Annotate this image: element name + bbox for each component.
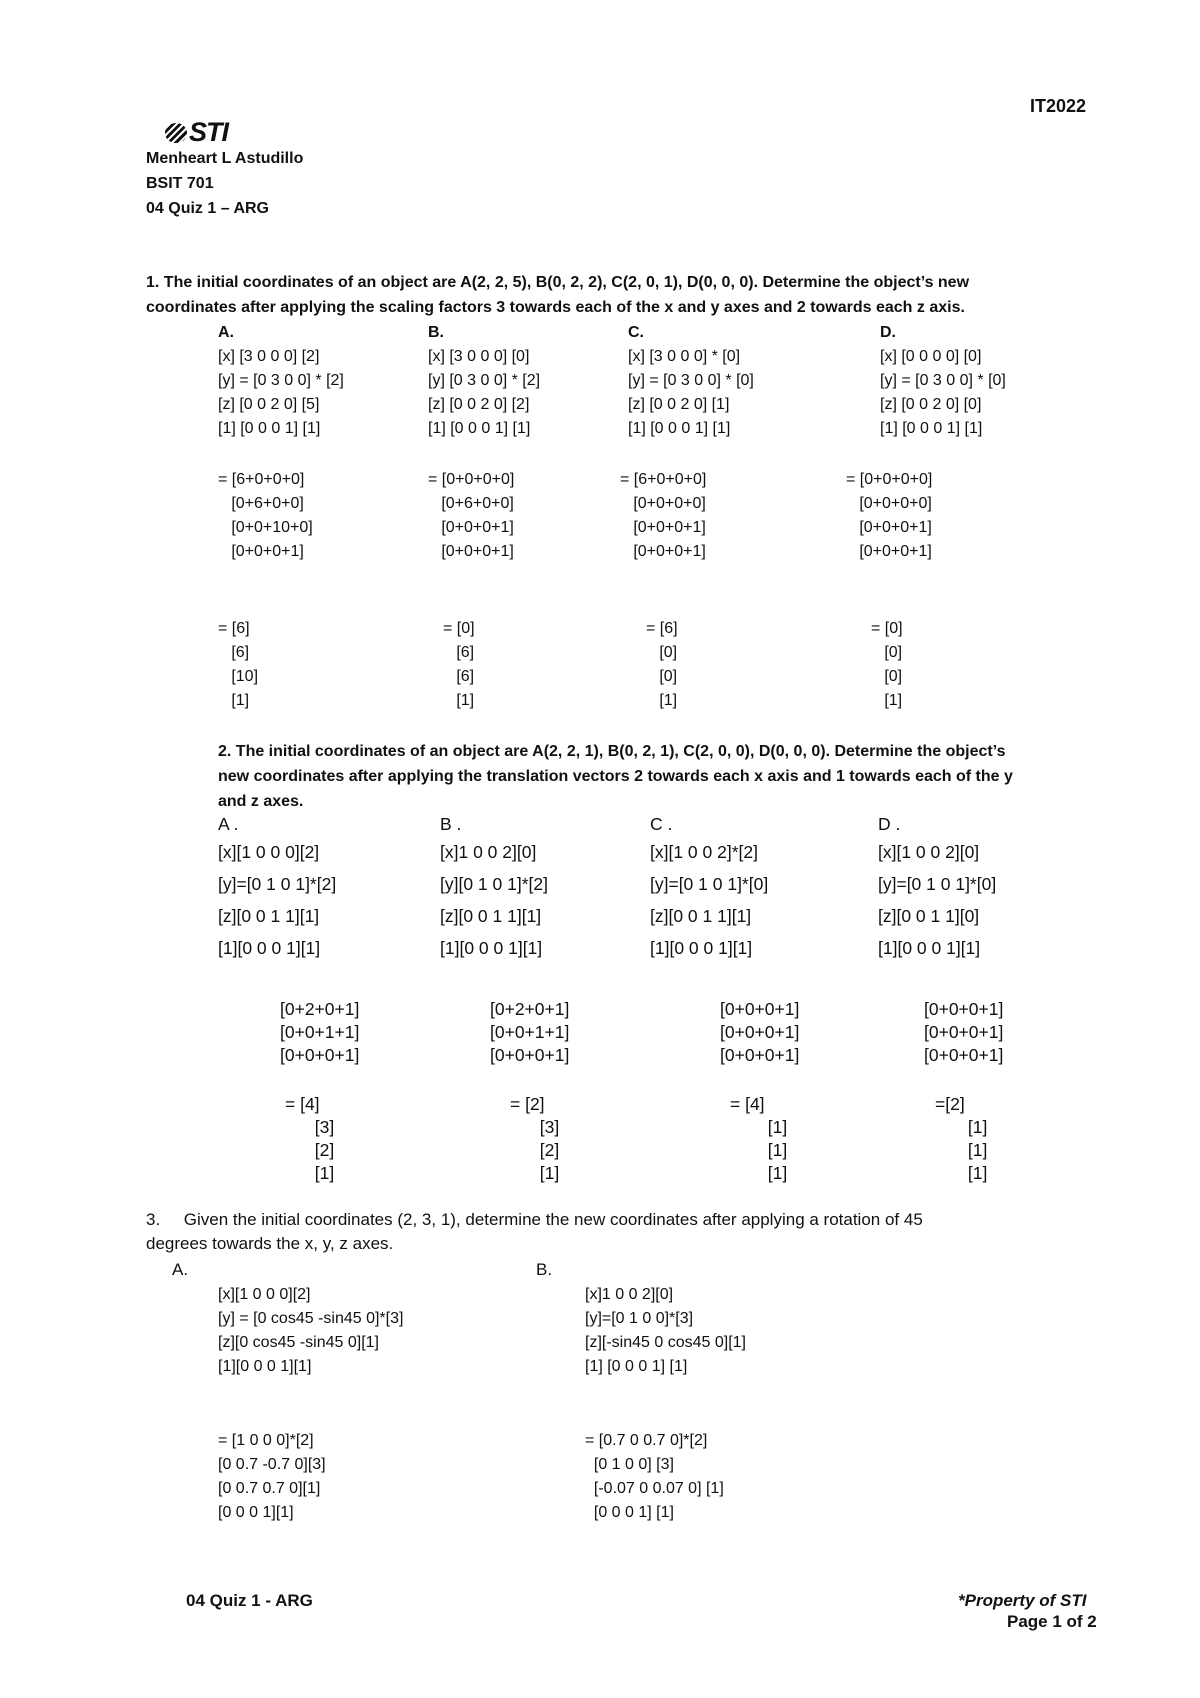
matrix-row: [x] [0 0 0 0] [0]	[880, 348, 982, 365]
q1-sum-c	[620, 468, 706, 564]
quiz-title: 04 Quiz 1 – ARG	[146, 200, 269, 217]
matrix-row: [z][0 cos45 -sin45 0][1]	[218, 1334, 379, 1351]
footer-quiz: 04 Quiz 1 - ARG	[186, 1591, 313, 1610]
q2-option-b	[440, 812, 548, 964]
sum-row: [0+0+0+1]	[620, 543, 706, 560]
q1-option-c	[628, 321, 754, 441]
result-row: [1]	[758, 1163, 788, 1183]
result-row: [0 0.7 0.7 0][1]	[218, 1480, 321, 1497]
matrix-row: [y]=[0 1 0 0]*[3]	[585, 1310, 694, 1327]
result-row: = [4]	[285, 1094, 320, 1114]
q1-text-line2: coordinates after applying the scaling factors 3 towards each of the x and y axes and 2 towards each z axis.	[146, 299, 965, 316]
matrix-row: [x]1 0 0 2][0]	[440, 842, 537, 862]
result-row: [10]	[218, 668, 259, 685]
footer-page: Page 1 of 2	[1007, 1612, 1097, 1631]
q1-option-d	[880, 321, 1006, 441]
sum-row: [0+0+1+1]	[280, 1022, 360, 1042]
sum-row: = [0+0+0+0]	[846, 471, 933, 488]
q2-text-line1: 2. The initial coordinates of an object are A(2, 2, 1), B(0, 2, 1), C(2, 0, 0), D(0, 0, 0). Determine the object’s	[218, 743, 1006, 760]
q2-sum-a	[280, 998, 359, 1067]
matrix-row: [x][1 0 0 0][2]	[218, 842, 320, 862]
q3-matrix-a	[218, 1283, 403, 1379]
q1-result-a	[218, 617, 258, 713]
option-label: C .	[650, 814, 673, 834]
q2-result-b	[510, 1093, 559, 1185]
result-row: = [2]	[510, 1094, 545, 1114]
sum-row: [0+0+0+1]	[846, 519, 932, 536]
result-row: [1]	[963, 1163, 988, 1183]
result-row: [1]	[305, 1163, 335, 1183]
matrix-row: [y] = [0 3 0 0] * [0]	[628, 372, 754, 389]
matrix-row: [1][0 0 0 1][1]	[878, 938, 981, 958]
option-label: A.	[218, 324, 234, 341]
q3-text-line2: degrees towards the x, y, z axes.	[146, 1234, 394, 1253]
result-row: [0]	[871, 644, 903, 661]
result-row: [1]	[530, 1163, 560, 1183]
result-row: [0]	[646, 644, 678, 661]
sum-row: [0+0+0+0]	[620, 495, 706, 512]
matrix-row: [y] [0 3 0 0] * [2]	[428, 372, 541, 389]
result-row: [6]	[443, 644, 475, 661]
q1-option-a	[218, 321, 344, 441]
matrix-row: [y] = [0 3 0 0] * [2]	[218, 372, 344, 389]
matrix-row: [y]=[0 1 0 1]*[2]	[218, 874, 337, 894]
result-row: [6]	[443, 668, 475, 685]
sum-row: [0+0+0+1]	[490, 1045, 570, 1065]
matrix-row: [y] = [0 3 0 0] * [0]	[880, 372, 1006, 389]
matrix-row: [z][0 0 1 1][1]	[650, 906, 752, 926]
matrix-row: [y]=[0 1 0 1]*[0]	[878, 874, 997, 894]
matrix-row: [x]1 0 0 2][0]	[585, 1286, 674, 1303]
option-label: B .	[440, 814, 462, 834]
sum-row: [0+0+0+1]	[846, 543, 932, 560]
sum-row: [0+0+0+1]	[720, 1045, 800, 1065]
sum-row: [0+0+0+1]	[924, 1045, 1004, 1065]
sum-row: [0+0+0+1]	[428, 519, 514, 536]
matrix-row: [z] [0 0 2 0] [1]	[628, 396, 730, 413]
matrix-row: [1] [0 0 0 1] [1]	[218, 420, 321, 437]
matrix-row: [z] [0 0 2 0] [2]	[428, 396, 530, 413]
result-row: [0 0 0 1][1]	[218, 1504, 294, 1521]
result-row: [0]	[646, 668, 678, 685]
result-row: = [6]	[646, 620, 678, 637]
matrix-row: [y]=[0 1 0 1]*[0]	[650, 874, 769, 894]
option-label: B.	[428, 324, 444, 341]
q2-sum-d	[924, 998, 1003, 1067]
q1-sum-b	[428, 468, 514, 564]
q2-result-c	[730, 1093, 787, 1185]
matrix-row: [x] [3 0 0 0] [2]	[218, 348, 320, 365]
result-row: = [6]	[218, 620, 250, 637]
matrix-row: [x] [3 0 0 0] * [0]	[628, 348, 741, 365]
matrix-row: [z][-sin45 0 cos45 0][1]	[585, 1334, 746, 1351]
sum-row: [0+0+0+1]	[218, 543, 304, 560]
matrix-row: [x][1 0 0 0][2]	[218, 1286, 311, 1303]
sum-row: [0+0+10+0]	[218, 519, 313, 536]
sum-row: = [6+0+0+0]	[620, 471, 707, 488]
sum-row: [0+0+0+1]	[280, 1045, 360, 1065]
result-row: [0]	[871, 668, 903, 685]
sum-row: [0+0+0+1]	[720, 1022, 800, 1042]
q2-text-line3: and z axes.	[218, 793, 304, 810]
result-row: = [0.7 0 0.7 0]*[2]	[585, 1432, 708, 1449]
matrix-row: [y][0 1 0 1]*[2]	[440, 874, 548, 894]
sum-row: [0+2+0+1]	[280, 999, 360, 1019]
result-row: =[2]	[935, 1094, 965, 1114]
sum-row: [0+0+0+1]	[924, 999, 1004, 1019]
q2-result-d	[935, 1093, 987, 1185]
q2-text-line2: new coordinates after applying the translation vectors 2 towards each x axis and 1 towards each of the y	[218, 768, 1013, 785]
matrix-row: [1][0 0 0 1][1]	[218, 1358, 312, 1375]
course-code: IT2022	[1030, 96, 1087, 116]
result-row: [0 0.7 -0.7 0][3]	[218, 1456, 326, 1473]
matrix-row: [x][1 0 0 2][0]	[878, 842, 980, 862]
result-row: = [0]	[871, 620, 903, 637]
result-row: [3]	[305, 1117, 335, 1137]
option-label: A .	[218, 814, 239, 834]
q1-sum-d	[846, 468, 932, 564]
q1-result-c	[646, 617, 678, 713]
result-row: [1]	[963, 1140, 988, 1160]
option-label: C.	[628, 324, 644, 341]
sum-row: [0+6+0+0]	[218, 495, 304, 512]
student-section: BSIT 701	[146, 175, 214, 192]
option-label: D.	[880, 324, 896, 341]
result-row: [6]	[218, 644, 250, 661]
matrix-row: [1] [0 0 0 1] [1]	[628, 420, 731, 437]
result-row: = [4]	[730, 1094, 765, 1114]
q2-result-a	[285, 1093, 334, 1185]
student-name: Menheart L Astudillo	[146, 150, 304, 167]
result-row: [0 0 0 1] [1]	[585, 1504, 674, 1521]
q2-option-d	[878, 812, 996, 964]
matrix-row: [x] [3 0 0 0] [0]	[428, 348, 530, 365]
result-row: [2]	[305, 1140, 335, 1160]
q1-option-b	[428, 321, 540, 441]
sum-row: = [6+0+0+0]	[218, 471, 305, 488]
result-row: [1]	[871, 692, 903, 709]
q1-result-d	[871, 617, 903, 713]
q1-result-b	[443, 617, 475, 713]
sum-row: [0+0+0+1]	[720, 999, 800, 1019]
sum-row: [0+0+0+1]	[924, 1022, 1004, 1042]
q2-option-a	[218, 812, 336, 964]
result-row: = [1 0 0 0]*[2]	[218, 1432, 314, 1449]
result-row: [1]	[218, 692, 250, 709]
matrix-row: [y] = [0 cos45 -sin45 0]*[3]	[218, 1310, 404, 1327]
sum-row: [0+0+0+1]	[620, 519, 706, 536]
result-row: [1]	[443, 692, 475, 709]
matrix-row: [1][0 0 0 1][1]	[440, 938, 543, 958]
q3-option-a-label: A.	[172, 1260, 189, 1279]
footer-property: *Property of STI	[958, 1591, 1087, 1610]
matrix-row: [z][0 0 1 1][1]	[440, 906, 542, 926]
result-row: [0 1 0 0] [3]	[585, 1456, 674, 1473]
q3-option-b-label: B.	[536, 1260, 553, 1279]
result-row: = [0]	[443, 620, 475, 637]
q1-sum-a	[218, 468, 313, 564]
result-row: [2]	[530, 1140, 560, 1160]
option-label: D .	[878, 814, 901, 834]
matrix-row: [1] [0 0 0 1] [1]	[428, 420, 531, 437]
q3-matrix-b	[585, 1283, 746, 1379]
matrix-row: [1][0 0 0 1][1]	[218, 938, 321, 958]
matrix-row: [z][0 0 1 1][0]	[878, 906, 980, 926]
matrix-row: [1][0 0 0 1][1]	[650, 938, 753, 958]
result-row: [1]	[646, 692, 678, 709]
sti-logo-mark-icon	[165, 123, 187, 143]
result-row: [-0.07 0 0.07 0] [1]	[585, 1480, 724, 1497]
matrix-row: [x][1 0 0 2]*[2]	[650, 842, 758, 862]
q3-result-b	[585, 1429, 724, 1525]
q3-result-a	[218, 1429, 326, 1525]
matrix-row: [1] [0 0 0 1] [1]	[585, 1358, 688, 1375]
matrix-row: [z][0 0 1 1][1]	[218, 906, 320, 926]
q2-sum-b	[490, 998, 569, 1067]
q3-text-line1: 3. Given the initial coordinates (2, 3, 1), determine the new coordinates after applying a rotation of 45	[146, 1210, 923, 1229]
sti-logo	[152, 86, 228, 148]
sum-row: [0+0+0+1]	[428, 543, 514, 560]
sum-row: [0+2+0+1]	[490, 999, 570, 1019]
result-row: [3]	[530, 1117, 560, 1137]
sum-row: = [0+0+0+0]	[428, 471, 515, 488]
result-row: [1]	[758, 1140, 788, 1160]
matrix-row: [1] [0 0 0 1] [1]	[880, 420, 983, 437]
matrix-row: [z] [0 0 2 0] [5]	[218, 396, 320, 413]
result-row: [1]	[758, 1117, 788, 1137]
q2-sum-c	[720, 998, 799, 1067]
sti-logo-text: STI	[189, 117, 229, 147]
sum-row: [0+6+0+0]	[428, 495, 514, 512]
q2-option-c	[650, 812, 768, 964]
result-row: [1]	[963, 1117, 988, 1137]
q1-text-line1: 1. The initial coordinates of an object are A(2, 2, 5), B(0, 2, 2), C(2, 0, 1), D(0, 0, 0). Determine the object’s new	[146, 274, 970, 291]
matrix-row: [z] [0 0 2 0] [0]	[880, 396, 982, 413]
sum-row: [0+0+1+1]	[490, 1022, 570, 1042]
sum-row: [0+0+0+0]	[846, 495, 932, 512]
